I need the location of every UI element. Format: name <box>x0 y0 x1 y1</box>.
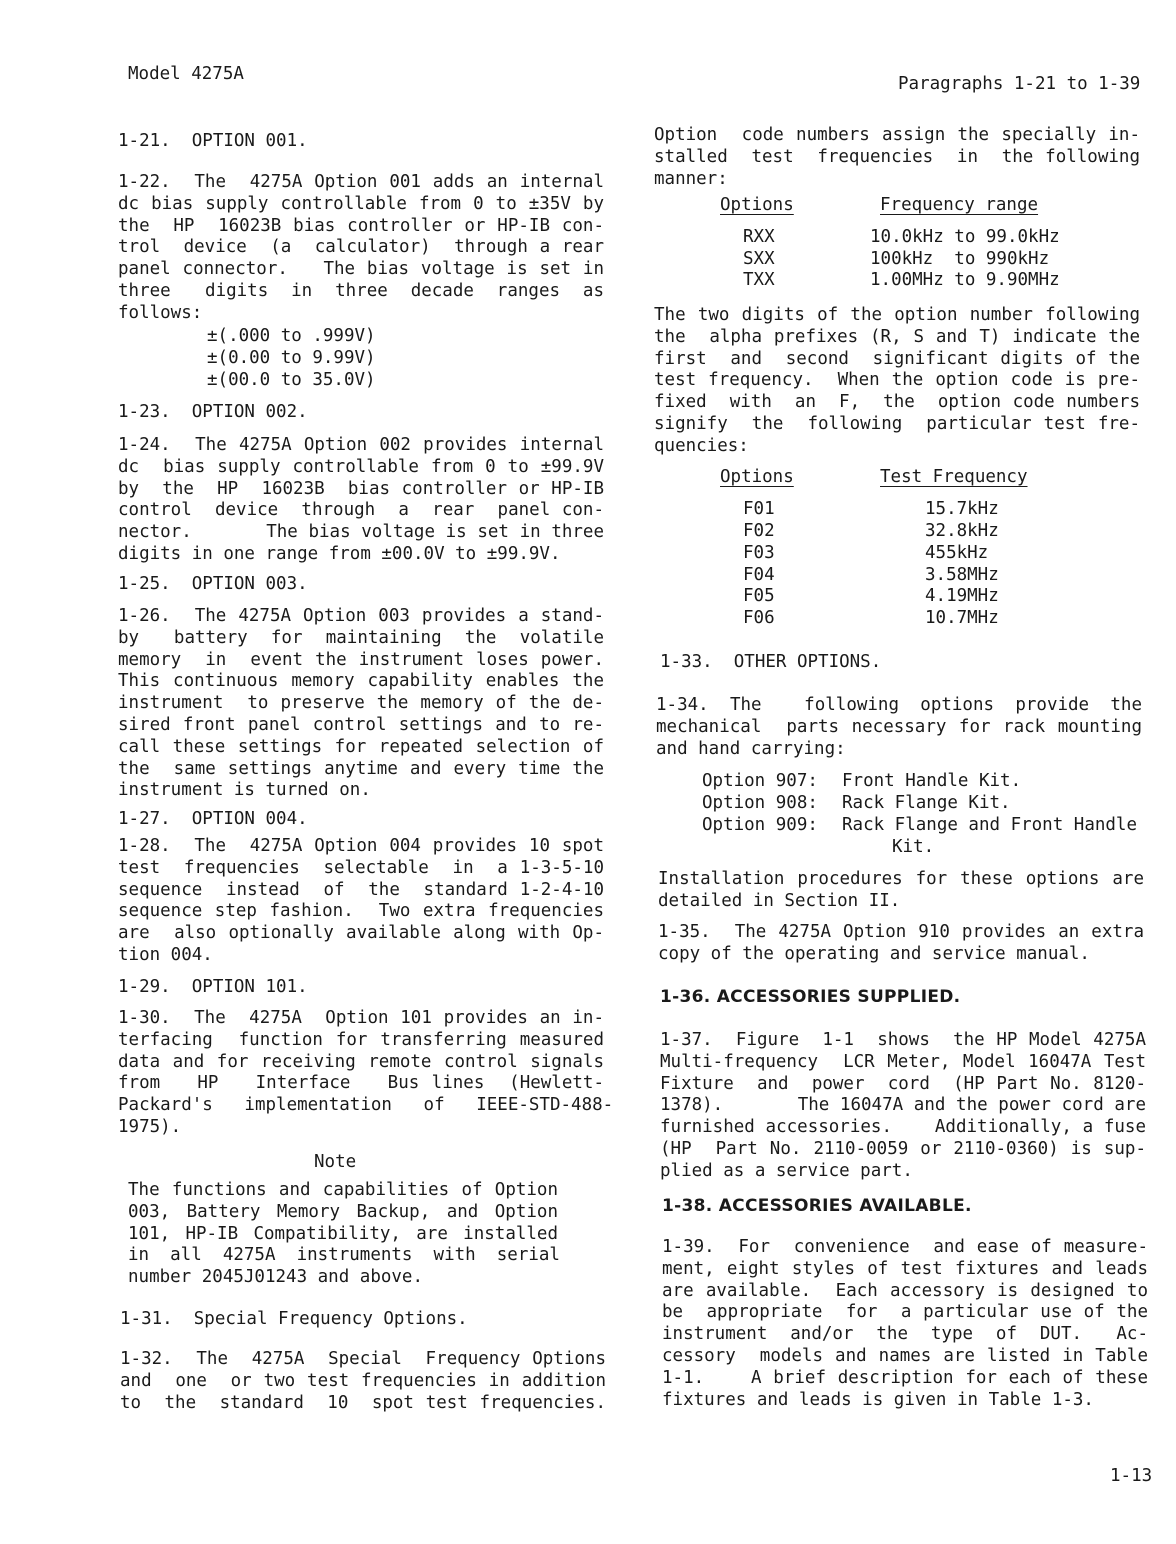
para-line: dc bias supply controllable from 0 to ±99.9V <box>118 456 604 477</box>
para-line: quencies: <box>654 435 749 456</box>
col-header-options: Options <box>720 467 794 487</box>
para-line: 1-39. For convenience and ease of measure- <box>662 1237 1148 1257</box>
option-desc: Front Handle Kit. <box>842 771 1022 791</box>
para-line: by battery for maintaining the volatile <box>118 627 604 648</box>
table-cell-frequency: 4.19MHz <box>925 586 999 606</box>
option-desc: Kit. <box>892 837 935 857</box>
note-line: number 2045J01243 and above. <box>128 1267 424 1288</box>
option-desc: Rack Flange and Front Handle <box>842 815 1138 835</box>
paragraphs-range: Paragraphs 1-21 to 1-39 <box>898 74 1141 94</box>
para-line: sequence step fashion. Two extra frequencies <box>118 901 604 922</box>
table-cell-option: F02 <box>743 521 775 541</box>
para-line: 1-26. The 4275A Option 003 provides a stand- <box>118 606 604 626</box>
para-line: 1-24. The 4275A Option 002 provides internal <box>118 435 604 455</box>
table-cell-option: SXX <box>743 249 775 269</box>
para-line: test frequencies selectable in a 1-3-5-10 <box>118 857 604 878</box>
para-line: are available. Each accessory is designed to <box>662 1280 1148 1301</box>
intro-para <box>654 125 1140 190</box>
table-cell-frequency: 10.7MHz <box>925 608 999 628</box>
para-line: mechanical parts necessary for rack mounting <box>656 716 1142 737</box>
para-line: call these settings for repeated selection of <box>118 736 604 757</box>
note-title: Note <box>314 1152 357 1172</box>
table-cell-range: 10.0kHz to 99.0kHz <box>870 227 1060 247</box>
heading-1-27: 1-27. OPTION 004. <box>118 809 308 829</box>
heading-1-21: 1-21. OPTION 001. <box>118 131 308 151</box>
para-1-39 <box>662 1237 1148 1411</box>
table-cell-option: RXX <box>743 227 775 247</box>
heading-1-38: 1-38. ACCESSORIES AVAILABLE. <box>662 1196 972 1216</box>
para-line: 1975). <box>118 1116 182 1137</box>
heading-1-29: 1-29. OPTION 101. <box>118 977 308 997</box>
para-1-26 <box>118 606 604 802</box>
table-cell-frequency: 32.8kHz <box>925 521 999 541</box>
range-item: ±(.000 to .999V) <box>207 326 376 346</box>
heading-1-25: 1-25. OPTION 003. <box>118 574 308 594</box>
table-cell-frequency: 455kHz <box>925 543 989 563</box>
note-line: 003, Battery Memory Backup, and Option <box>128 1201 558 1222</box>
para-line: sequence instead of the standard 1-2-4-10 <box>118 879 604 900</box>
para-line: Packard's implementation of IEEE-STD-488- <box>118 1095 614 1116</box>
table-cell-option: F05 <box>743 586 775 606</box>
model-label: Model 4275A <box>128 64 244 84</box>
para-line: 1-22. The 4275A Option 001 adds an internal <box>118 172 604 192</box>
para-line: follows: <box>118 302 203 323</box>
para-line: the alpha prefixes (R, S and T) indicate the <box>654 326 1140 347</box>
para-line: The two digits of the option number following <box>654 305 1140 325</box>
para-line: instrument and/or the type of DUT. Ac- <box>662 1324 1148 1345</box>
note-line: The functions and capabilities of Option <box>128 1180 558 1200</box>
para-line: instrument is turned on. <box>118 780 371 801</box>
para-line: trol device (a calculator) through a rear <box>118 237 604 258</box>
para-line: test frequency. When the option code is pre- <box>654 370 1140 391</box>
para-line: the HP 16023B bias controller or HP-IB con- <box>118 215 604 236</box>
para-1-35 <box>658 922 1144 966</box>
para-line: be appropriate for a particular use of the <box>662 1302 1148 1323</box>
para-line: digits in one range from ±00.0V to ±99.9V. <box>118 543 561 564</box>
para-line: sired front panel control settings and to re- <box>118 714 604 735</box>
heading-1-33: 1-33. OTHER OPTIONS. <box>660 652 882 672</box>
para-line: and hand carrying: <box>656 738 846 759</box>
para-line: instrument to preserve the memory of the de- <box>118 693 604 714</box>
para-line: 1-35. The 4275A Option 910 provides an extra <box>658 922 1144 942</box>
option-code: Option 907: <box>702 771 818 791</box>
para-line: 1-37. Figure 1-1 shows the HP Model 4275A <box>660 1030 1146 1050</box>
para-line: 1-32. The 4275A Special Frequency Options <box>120 1349 606 1369</box>
para-1-22 <box>118 172 604 325</box>
para-line: memory in event the instrument loses power. <box>118 649 604 670</box>
para-1-24 <box>118 435 604 566</box>
table-cell-option: F04 <box>743 565 775 585</box>
para-line: Fixture and power cord (HP Part No. 8120- <box>660 1073 1146 1094</box>
table-cell-range: 100kHz to 990kHz <box>870 249 1050 269</box>
note-body <box>128 1180 558 1289</box>
table-cell-option: TXX <box>743 270 775 290</box>
bias-ranges <box>207 326 376 391</box>
para-line: Option code numbers assign the specially in- <box>654 125 1140 145</box>
para-line: 1-34. The following options provide the <box>656 695 1142 715</box>
option-desc: Rack Flange Kit. <box>842 793 1011 813</box>
para-line: furnished accessories. Additionally, a fuse <box>660 1117 1146 1138</box>
para-line: by the HP 16023B bias controller or HP-IB <box>118 478 604 499</box>
table-cell-frequency: 15.7kHz <box>925 499 999 519</box>
heading-1-31: 1-31. Special Frequency Options. <box>120 1309 468 1329</box>
para-line: (HP Part No. 2110-0059 or 2110-0360) is sup- <box>660 1138 1146 1159</box>
para-line: panel connector. The bias voltage is set in <box>118 259 604 280</box>
para-line: Multi-frequency LCR Meter, Model 16047A Test <box>660 1051 1146 1072</box>
option-code: Option 909: <box>702 815 818 835</box>
para-line: 1-28. The 4275A Option 004 provides 10 spot <box>118 836 604 856</box>
option-code: Option 908: <box>702 793 818 813</box>
para-1-28 <box>118 836 604 967</box>
para-line: control device through a rear panel con- <box>118 500 604 521</box>
para-1-37 <box>660 1030 1146 1183</box>
para-line: dc bias supply controllable from 0 to ±35V by <box>118 193 604 214</box>
para-line: 1-1. A brief description for each of these <box>662 1367 1148 1388</box>
para-line: fixtures and leads is given in Table 1-3. <box>662 1389 1094 1410</box>
para-line: cessory models and names are listed in Table <box>662 1345 1148 1366</box>
range-item: ±(0.00 to 9.99V) <box>207 347 376 368</box>
table-cell-range: 1.00MHz to 9.90MHz <box>870 270 1060 290</box>
para-line: terfacing function for transferring measured <box>118 1029 604 1050</box>
digits-para <box>654 305 1140 458</box>
para-line: plied as a service part. <box>660 1160 913 1181</box>
para-line: nector. The bias voltage is set in three <box>118 522 604 543</box>
col-header-frequency-range: Frequency range <box>880 195 1039 215</box>
para-line: data and for receiving remote control signals <box>118 1051 604 1072</box>
para-line: are also optionally available along with Op- <box>118 923 604 944</box>
col-header-test-frequency: Test Frequency <box>880 467 1028 487</box>
para-1-30 <box>118 1008 614 1139</box>
para-line: 1378). The 16047A and the power cord are <box>660 1095 1146 1116</box>
table-cell-frequency: 3.58MHz <box>925 565 999 585</box>
para-1-34 <box>656 695 1142 760</box>
para-line: copy of the operating and service manual. <box>658 943 1090 964</box>
para-1-32 <box>120 1349 606 1414</box>
para-line: fixed with an F, the option code numbers <box>654 392 1140 413</box>
heading-1-36: 1-36. ACCESSORIES SUPPLIED. <box>660 987 961 1007</box>
para-line: stalled test frequencies in the following <box>654 146 1140 167</box>
table-cell-option: F01 <box>743 499 775 519</box>
para-line: to the standard 10 spot test frequencies. <box>120 1392 606 1413</box>
note-line: 101, HP-IB Compatibility, are installed <box>128 1223 558 1244</box>
para-line: first and second significant digits of the <box>654 348 1140 369</box>
para-line: the same settings anytime and every time the <box>118 758 604 779</box>
table-cell-option: F03 <box>743 543 775 563</box>
para-line: manner: <box>654 168 728 189</box>
note-line: in all 4275A instruments with serial <box>128 1245 560 1266</box>
table-cell-option: F06 <box>743 608 775 628</box>
para-line: This continuous memory capability enables the <box>118 671 604 692</box>
para-line: tion 004. <box>118 944 213 965</box>
para-line: and one or two test frequencies in addition <box>120 1370 606 1391</box>
para-line: signify the following particular test fre- <box>654 413 1140 434</box>
para-line: detailed in Section II. <box>658 890 901 911</box>
install-para <box>658 869 1144 913</box>
col-header-options: Options <box>720 195 794 215</box>
heading-1-23: 1-23. OPTION 002. <box>118 402 308 422</box>
para-line: ment, eight styles of test fixtures and leads <box>662 1258 1148 1279</box>
para-line: from HP Interface Bus lines (Hewlett- <box>118 1073 604 1094</box>
para-line: Installation procedures for these options are <box>658 869 1144 889</box>
para-line: 1-30. The 4275A Option 101 provides an in- <box>118 1008 604 1028</box>
range-item: ±(00.0 to 35.0V) <box>207 369 376 390</box>
para-line: three digits in three decade ranges as <box>118 280 604 301</box>
page-number: 1-13 <box>1110 1466 1153 1486</box>
